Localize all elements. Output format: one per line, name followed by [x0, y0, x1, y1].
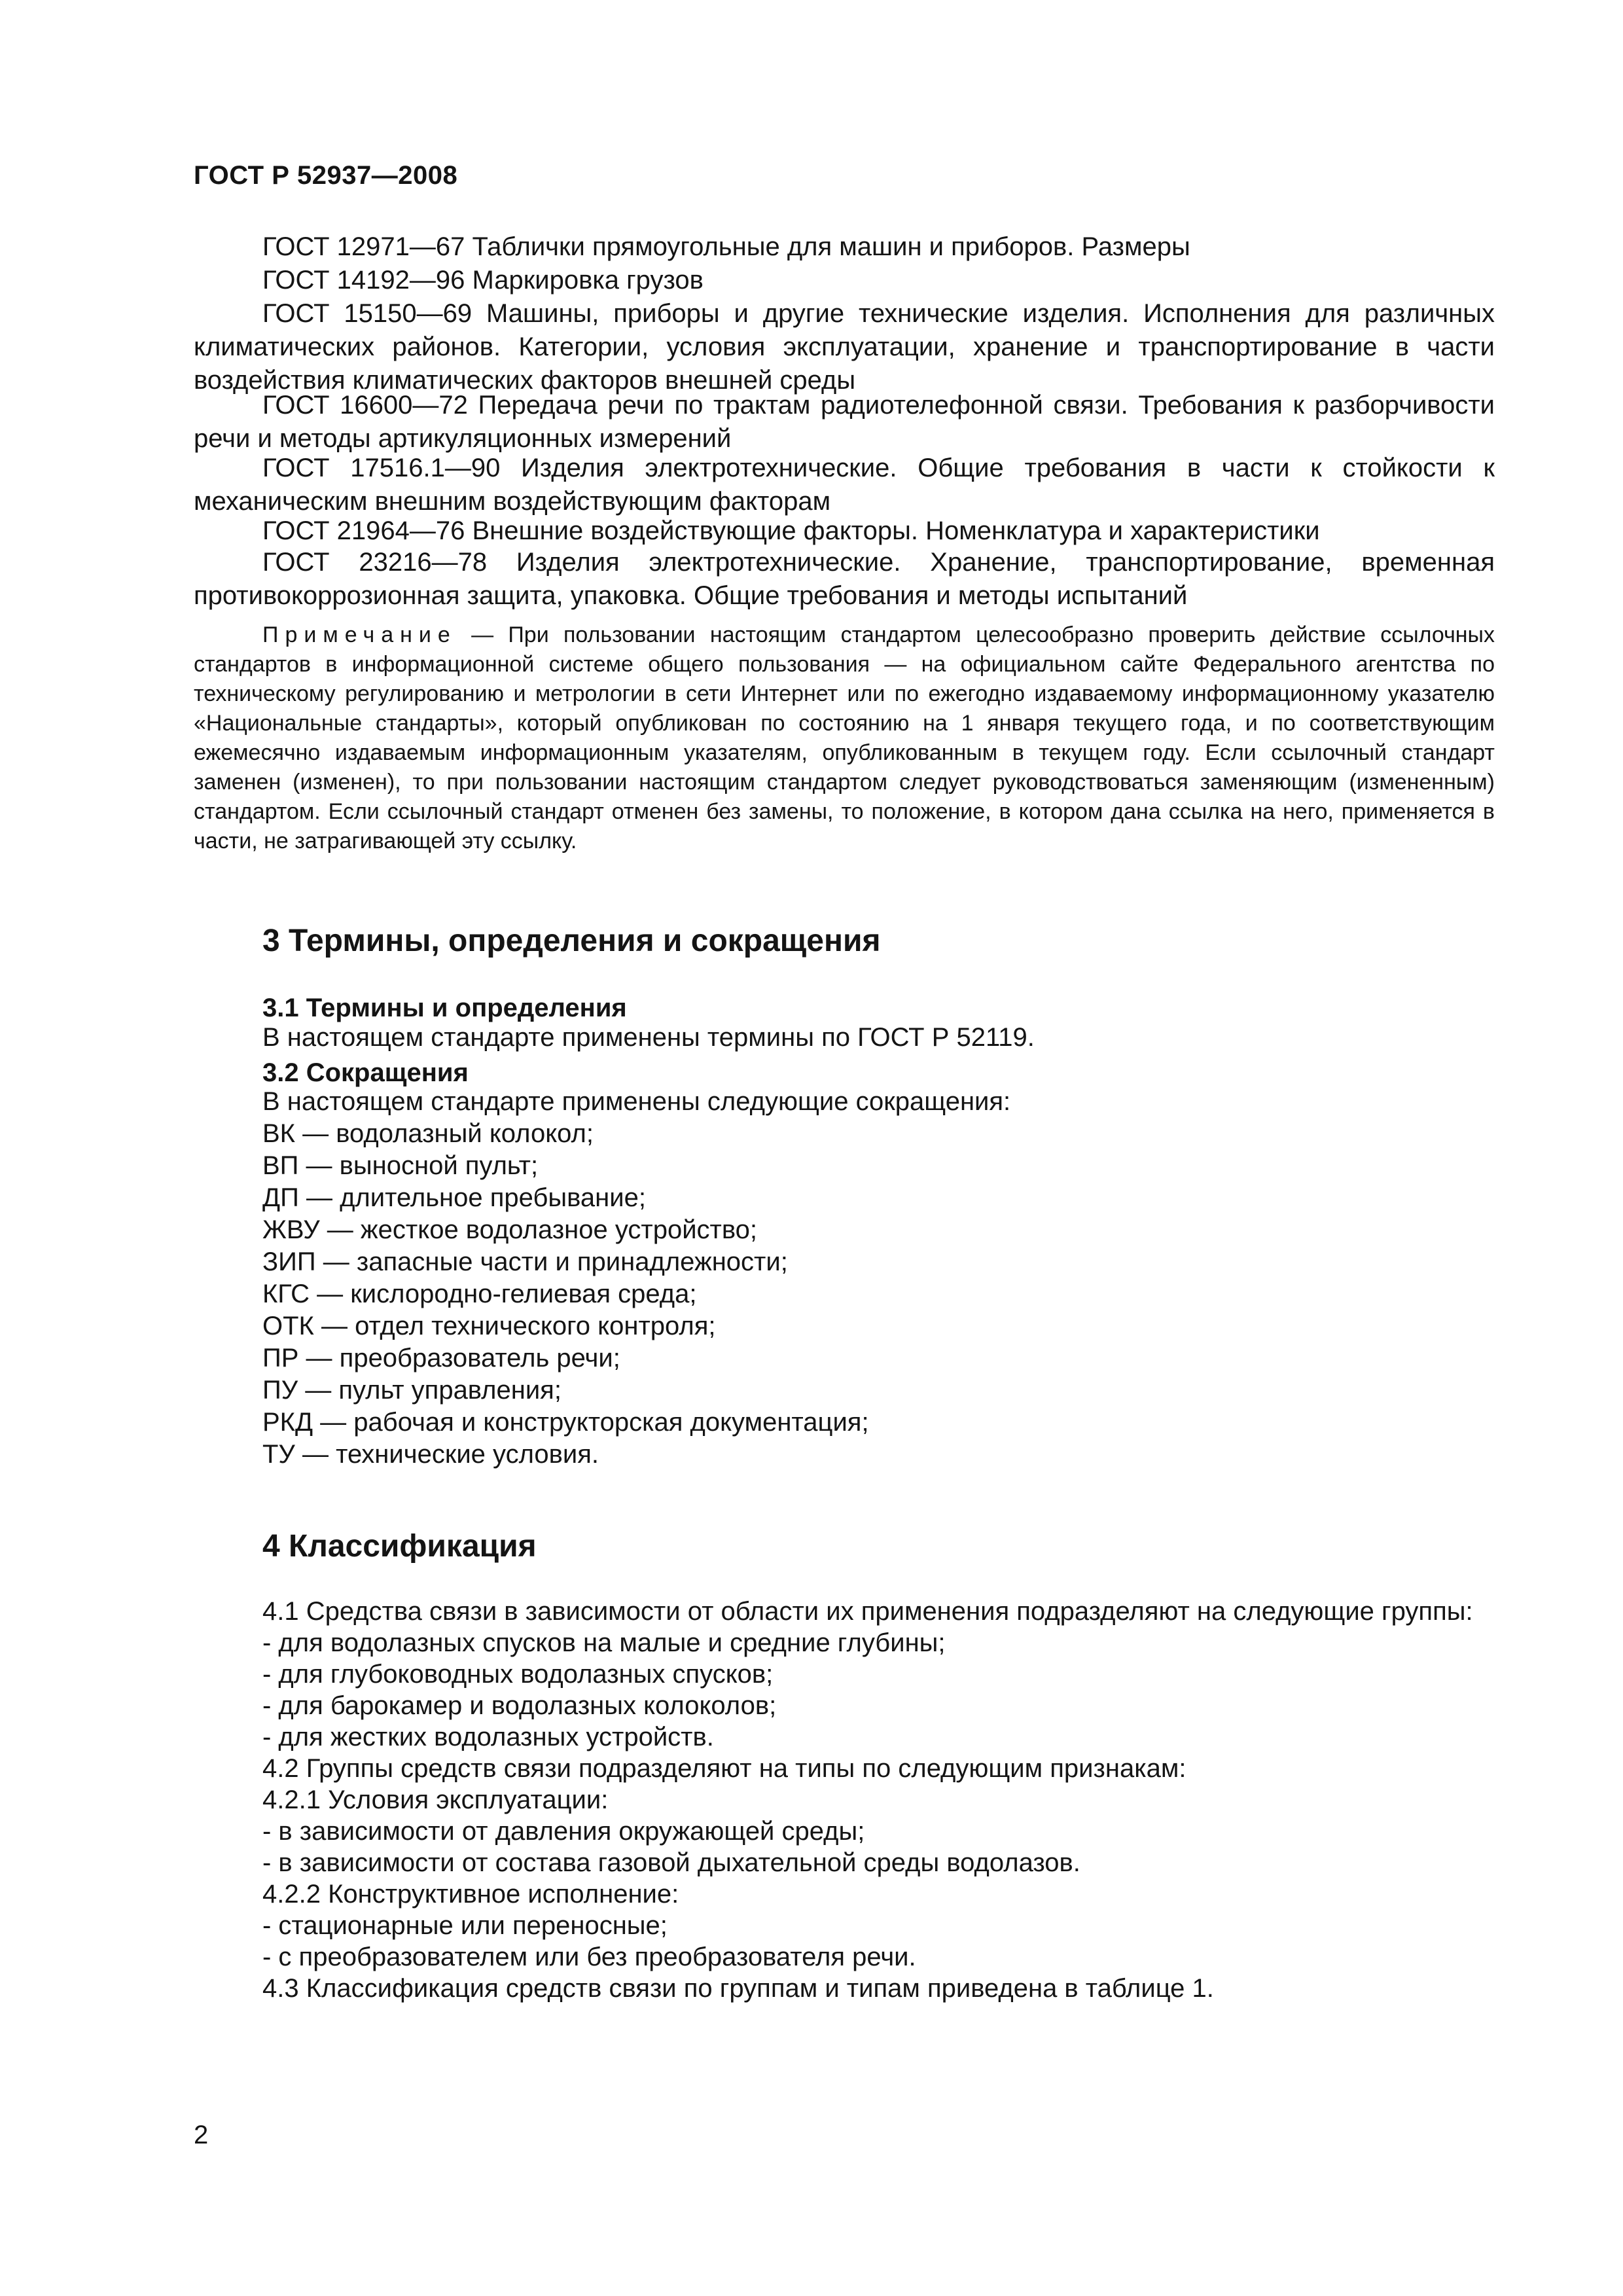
reference-item — [194, 264, 1495, 297]
reference-title: Машины, приборы и другие технические изделия. Исполнения для различных климатических районов. Категории, условия эксплуатации, хранение и транспортирование в части воздействия климатических факторов внешней среды — [194, 299, 1495, 395]
reference-item — [194, 546, 1495, 613]
classification-line: 4.2.2 Конструктивное исполнение: — [262, 1880, 679, 1909]
reference-title: Передача речи по трактам радиотелефонной связи. Требования к разборчивости речи и методы артикуляционных измерений — [194, 391, 1495, 453]
reference-item — [194, 514, 1495, 548]
classification-line: - для жестких водолазных устройств. — [262, 1723, 714, 1751]
reference-title: Внешние воздействующие факторы. Номенклатура и характеристики — [472, 516, 1320, 545]
abbreviation-item: ВК — водолазный колокол; — [262, 1119, 594, 1148]
abbreviation-item: РКД — рабочая и конструкторская документация; — [262, 1408, 869, 1437]
reference-title: Изделия электротехнические. Хранение, транспортирование, временная противокоррозионная защита, упаковка. Общие требования и методы испытаний — [194, 548, 1495, 610]
abbreviation-item: ВП — выносной пульт; — [262, 1151, 539, 1180]
page-number: 2 — [194, 2121, 209, 2149]
abbreviation-item: ЖВУ — жесткое водолазное устройство; — [262, 1215, 758, 1244]
document-header: ГОСТ Р 52937—2008 — [194, 161, 458, 190]
reference-item — [194, 230, 1495, 264]
reference-code: ГОСТ 23216—78 — [262, 548, 488, 577]
subsection-3-1-heading: 3.1 Термины и определения — [262, 994, 627, 1022]
abbreviation-item: ПР — преобразователь речи; — [262, 1344, 620, 1372]
classification-line: 4.2.1 Условия эксплуатации: — [262, 1785, 609, 1814]
reference-item — [194, 389, 1495, 456]
reference-title: Маркировка грузов — [472, 266, 704, 295]
reference-code: ГОСТ 21964—76 — [262, 516, 465, 545]
reference-title: Таблички прямоугольные для машин и приборов. Размеры — [472, 232, 1190, 261]
section-3-heading: 3 Термины, определения и сокращения — [262, 924, 881, 958]
abbreviation-item: ЗИП — запасные части и принадлежности; — [262, 1247, 788, 1276]
reference-item — [194, 452, 1495, 518]
note-text: — При пользовании настоящим стандартом целесообразно проверить действие ссылочных стандартов в информационной системе общего пользования — на официальном сайте Федерального агентства по техническому регулированию и метрологии в сети Интернет или по ежегодно издаваемому информационному указателю «Национальные стандарты», который опубликован по состоянию на 1 января текущего года, и по соответствующим ежемесячно издаваемым информационным указателям, опубликованным в текущем году. Если ссылочный стандарт заменен (изменен), то при пользовании настоящим стандартом следует руководствоваться заменяющим (измененным) стандартом. Если ссылочный стандарт отменен без замены, то положение, в котором дана ссылка на него, применяется в части, не затрагивающей эту ссылку. — [194, 622, 1495, 853]
classification-line: 4.1 Средства связи в зависимости от области их применения подразделяют на следующие группы: — [262, 1597, 1473, 1626]
classification-line: - с преобразователем или без преобразователя речи. — [262, 1943, 916, 1971]
abbreviation-item: КГС — кислородно-гелиевая среда; — [262, 1280, 697, 1308]
abbreviation-item: ПУ — пульт управления; — [262, 1376, 562, 1405]
reference-item — [194, 297, 1495, 397]
note-paragraph — [194, 620, 1495, 856]
subsection-3-2-heading: 3.2 Сокращения — [262, 1058, 469, 1087]
note-label: Примечание — [262, 622, 457, 647]
classification-line: - для глубоководных водолазных спусков; — [262, 1660, 774, 1689]
reference-code: ГОСТ 12971—67 — [262, 232, 465, 261]
abbreviation-item: ДП — длительное пребывание; — [262, 1183, 646, 1212]
abbreviation-item: ТУ — технические условия. — [262, 1440, 599, 1469]
reference-title: Изделия электротехнические. Общие требования в части к стойкости к механическим внешним воздействующим факторам — [194, 454, 1495, 516]
reference-code: ГОСТ 17516.1—90 — [262, 454, 501, 482]
classification-line: - стационарные или переносные; — [262, 1911, 668, 1940]
reference-code: ГОСТ 15150—69 — [262, 299, 473, 328]
classification-line: - в зависимости от давления окружающей среды; — [262, 1817, 865, 1846]
section-4-heading: 4 Классификация — [262, 1529, 537, 1564]
subsection-3-2-text: В настоящем стандарте применены следующие сокращения: — [262, 1087, 1011, 1116]
classification-line: - в зависимости от состава газовой дыхательной среды водолазов. — [262, 1848, 1080, 1877]
classification-line: 4.2 Группы средств связи подразделяют на типы по следующим признакам: — [262, 1754, 1186, 1783]
classification-line: - для барокамер и водолазных колоколов; — [262, 1691, 777, 1720]
reference-code: ГОСТ 16600—72 — [262, 391, 468, 420]
abbreviation-item: ОТК — отдел технического контроля; — [262, 1312, 716, 1340]
classification-line: 4.3 Классификация средств связи по группам и типам приведена в таблице 1. — [262, 1974, 1214, 2003]
reference-code: ГОСТ 14192—96 — [262, 266, 465, 295]
classification-line: - для водолазных спусков на малые и средние глубины; — [262, 1628, 946, 1657]
subsection-3-1-text: В настоящем стандарте применены термины по ГОСТ Р 52119. — [262, 1023, 1035, 1052]
